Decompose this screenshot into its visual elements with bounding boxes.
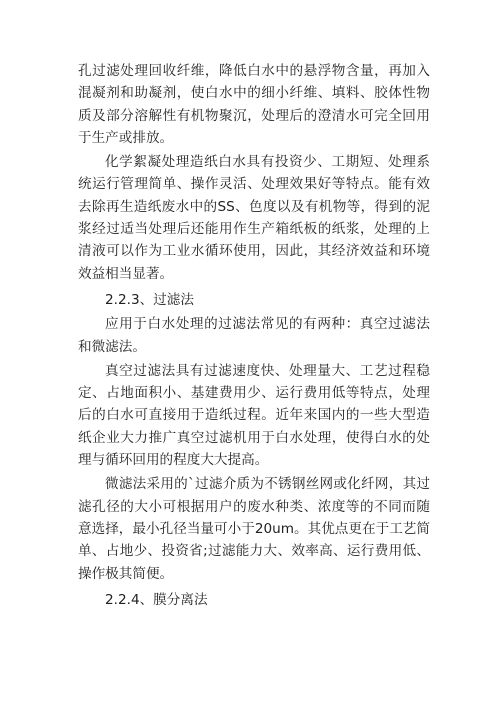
document-page	[78, 60, 430, 613]
paragraph-continuation: 孔过滤处理回收纤维，降低白水中的悬浮物含量，再加入混凝剂和助凝剂，使白水中的细小纤维、填料、胶体性物质及部分溶解性有机物聚沉，处理后的澄清水可完全回用于生产或排放。	[78, 63, 430, 146]
section-heading-filtration: 2.2.3、过滤法	[105, 291, 194, 308]
paragraph-filtration-intro: 应用于白水处理的过滤法常见的有两种：真空过滤法和微滤法。	[78, 316, 430, 355]
paragraph-chemical-flocculation: 化学絮凝处理造纸白水具有投资少、工期短、处理系统运行管理简单、操作灵活、处理效果好等特点。能有效去除再生造纸废水中的SS、色度以及有机物等，得到的泥浆经过适当处理后还能用作生产箱纸板的纸浆，处理的上清液可以作为工业水循环使用，因此，其经济效益和环境效益相当显著。	[78, 154, 430, 282]
section-heading-membrane: 2.2.4、膜分离法	[105, 591, 208, 608]
paragraph-vacuum-filtration: 真空过滤法具有过滤速度快、处理量大、工艺过程稳定、占地面积小、基建费用少、运行费用低等特点，处理后的白水可直接用于造纸过程。近年来国内的一些大型造纸企业大力推广真空过滤机用于白水处理，使得白水的处理与循环回用的程度大大提高。	[78, 362, 430, 469]
paragraph-microfiltration: 微滤法采用的`过滤介质为不锈钢丝网或化纤网，其过滤孔径的大小可根据用户的废水种类、浓度等的不同而随意选择，最小孔径当量可小于20um。其优点更在于工艺简单、占地少、投资省;过滤能力大、效率高、运行费用低、操作极其简便。	[78, 476, 430, 582]
